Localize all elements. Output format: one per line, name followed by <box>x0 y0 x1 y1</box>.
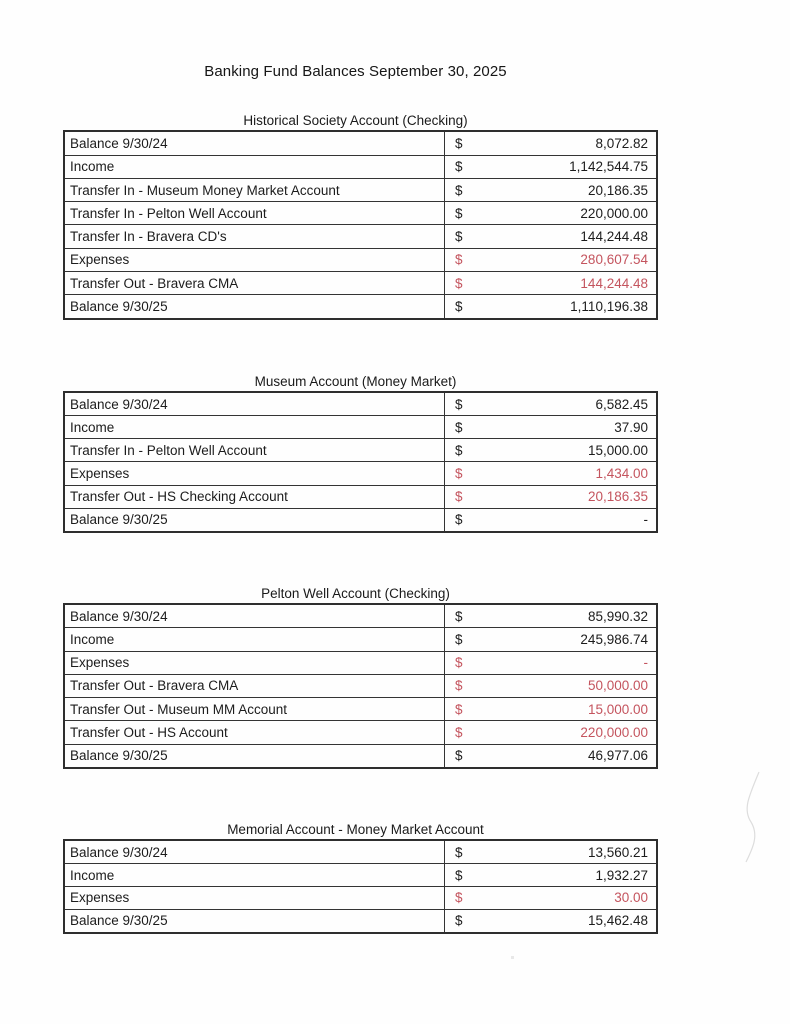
row-value <box>445 272 658 295</box>
currency-symbol: $ <box>455 632 463 648</box>
value-wrap <box>445 420 656 435</box>
amount-value: 30.00 <box>614 890 648 906</box>
value-wrap <box>445 655 656 670</box>
amount-value: - <box>643 512 648 528</box>
value-wrap <box>445 678 656 693</box>
currency-symbol: $ <box>455 890 463 906</box>
amount-value: 37.90 <box>614 419 648 435</box>
currency-symbol: $ <box>455 159 463 175</box>
value-wrap <box>445 136 656 151</box>
row-label: Balance 9/30/25 <box>64 909 445 933</box>
amount-value: 85,990.32 <box>587 608 648 624</box>
value-wrap <box>445 913 656 928</box>
row-value <box>445 744 658 768</box>
row-value <box>445 628 658 651</box>
row-label: Transfer Out - Bravera CMA <box>64 272 445 295</box>
amount-value: 1,434.00 <box>595 466 648 481</box>
row-value <box>445 674 658 697</box>
account-section <box>63 114 648 320</box>
value-wrap <box>445 206 656 221</box>
table-row <box>64 155 657 178</box>
currency-symbol: $ <box>455 205 463 221</box>
amount-value: 220,000.00 <box>580 724 648 740</box>
amount-value: 1,110,196.38 <box>570 299 648 315</box>
value-wrap <box>445 725 656 740</box>
value-wrap <box>445 632 656 647</box>
row-value <box>445 886 658 909</box>
row-value <box>445 155 658 178</box>
table-caption: Historical Society Account (Checking) <box>243 113 468 128</box>
row-value <box>445 840 658 864</box>
amount-value: 6,582.45 <box>595 396 648 412</box>
account-section <box>63 375 648 533</box>
value-wrap <box>445 276 656 291</box>
table-row <box>64 840 657 864</box>
row-label: Income <box>64 155 445 178</box>
row-value <box>445 698 658 721</box>
table-row <box>64 392 657 416</box>
value-wrap <box>445 159 656 174</box>
row-label: Expenses <box>64 462 445 485</box>
row-label: Transfer In - Pelton Well Account <box>64 202 445 225</box>
row-value <box>445 909 658 933</box>
account-table <box>63 391 658 533</box>
row-label: Transfer In - Museum Money Market Account <box>64 178 445 201</box>
row-label: Transfer Out - HS Account <box>64 721 445 744</box>
row-value <box>445 225 658 248</box>
account-table <box>63 839 658 934</box>
amount-value: - <box>643 655 648 671</box>
table-row <box>64 909 657 933</box>
row-label: Expenses <box>64 886 445 909</box>
currency-symbol: $ <box>455 229 463 245</box>
row-label: Balance 9/30/25 <box>64 744 445 768</box>
row-label: Transfer Out - Museum MM Account <box>64 698 445 721</box>
row-label: Balance 9/30/24 <box>64 604 445 628</box>
currency-symbol: $ <box>455 678 463 694</box>
account-table <box>63 603 658 769</box>
currency-symbol: $ <box>455 182 463 198</box>
value-wrap <box>445 299 656 314</box>
table-row <box>64 462 657 485</box>
table-row <box>64 604 657 628</box>
value-wrap <box>445 512 656 527</box>
value-wrap <box>445 183 656 198</box>
amount-value: 1,142,544.75 <box>569 159 648 175</box>
amount-value: 245,986.74 <box>580 632 648 648</box>
row-label: Income <box>64 864 445 887</box>
amount-value: 15,000.00 <box>587 701 648 717</box>
table-row <box>64 202 657 225</box>
currency-symbol: $ <box>455 299 463 315</box>
currency-symbol: $ <box>455 466 463 481</box>
row-value <box>445 202 658 225</box>
document-title: Banking Fund Balances September 30, 2025 <box>204 63 507 80</box>
amount-value: 46,977.06 <box>587 748 648 764</box>
amount-value: 13,560.21 <box>587 844 648 860</box>
row-value <box>445 604 658 628</box>
row-label: Transfer In - Bravera CD's <box>64 225 445 248</box>
table-row <box>64 628 657 651</box>
table-row <box>64 698 657 721</box>
table-row <box>64 508 657 532</box>
table-row <box>64 131 657 155</box>
amount-value: 144,244.48 <box>580 229 648 245</box>
row-value <box>445 462 658 485</box>
amount-value: 20,186.35 <box>587 489 648 505</box>
table-row <box>64 439 657 462</box>
row-label: Transfer In - Pelton Well Account <box>64 439 445 462</box>
table-row <box>64 886 657 909</box>
amount-value: 50,000.00 <box>587 678 648 694</box>
row-value <box>445 416 658 439</box>
row-value <box>445 485 658 508</box>
amount-value: 144,244.48 <box>580 275 648 291</box>
currency-symbol: $ <box>455 135 463 151</box>
table-row <box>64 674 657 697</box>
table-row <box>64 744 657 768</box>
currency-symbol: $ <box>455 442 463 458</box>
account-section <box>63 823 648 934</box>
currency-symbol: $ <box>455 608 463 624</box>
amount-value: 1,932.27 <box>595 867 648 883</box>
table-caption: Memorial Account - Money Market Account <box>227 822 484 837</box>
currency-symbol: $ <box>455 913 463 929</box>
scan-speck-artifact <box>511 956 514 959</box>
row-label: Balance 9/30/25 <box>64 508 445 532</box>
value-wrap <box>445 489 656 504</box>
table-row <box>64 485 657 508</box>
amount-value: 8,072.82 <box>595 135 648 151</box>
value-wrap <box>445 466 656 481</box>
account-table <box>63 130 658 320</box>
table-row <box>64 295 657 319</box>
row-value <box>445 178 658 201</box>
row-value <box>445 295 658 319</box>
currency-symbol: $ <box>455 252 463 268</box>
table-row <box>64 225 657 248</box>
value-wrap <box>445 443 656 458</box>
currency-symbol: $ <box>455 655 463 671</box>
amount-value: 20,186.35 <box>587 182 648 198</box>
row-label: Balance 9/30/24 <box>64 840 445 864</box>
table-row <box>64 651 657 674</box>
currency-symbol: $ <box>455 419 463 435</box>
row-label: Balance 9/30/25 <box>64 295 445 319</box>
table-row <box>64 272 657 295</box>
row-label: Income <box>64 628 445 651</box>
currency-symbol: $ <box>455 489 463 505</box>
currency-symbol: $ <box>455 701 463 717</box>
value-wrap <box>445 868 656 883</box>
amount-value: 15,000.00 <box>587 442 648 458</box>
row-value <box>445 439 658 462</box>
currency-symbol: $ <box>455 512 463 528</box>
table-row <box>64 248 657 271</box>
value-wrap <box>445 397 656 412</box>
account-section <box>63 587 648 769</box>
amount-value: 280,607.54 <box>580 252 648 268</box>
value-wrap <box>445 845 656 860</box>
row-value <box>445 131 658 155</box>
currency-symbol: $ <box>455 396 463 412</box>
row-label: Expenses <box>64 248 445 271</box>
row-label: Transfer Out - HS Checking Account <box>64 485 445 508</box>
row-value <box>445 392 658 416</box>
value-wrap <box>445 609 656 624</box>
table-row <box>64 864 657 887</box>
row-label: Balance 9/30/24 <box>64 392 445 416</box>
row-value <box>445 721 658 744</box>
table-caption: Pelton Well Account (Checking) <box>261 586 450 601</box>
value-wrap <box>445 702 656 717</box>
currency-symbol: $ <box>455 748 463 764</box>
value-wrap <box>445 748 656 763</box>
table-caption: Museum Account (Money Market) <box>254 374 457 389</box>
value-wrap <box>445 252 656 267</box>
row-value <box>445 508 658 532</box>
row-label: Expenses <box>64 651 445 674</box>
amount-value: 220,000.00 <box>580 205 648 221</box>
value-wrap <box>445 890 656 905</box>
row-value <box>445 864 658 887</box>
row-label: Balance 9/30/24 <box>64 131 445 155</box>
currency-symbol: $ <box>455 867 463 883</box>
currency-symbol: $ <box>455 844 463 860</box>
currency-symbol: $ <box>455 275 463 291</box>
table-row <box>64 416 657 439</box>
table-row <box>64 178 657 201</box>
amount-value: 15,462.48 <box>587 913 648 929</box>
row-value <box>445 248 658 271</box>
row-label: Income <box>64 416 445 439</box>
value-wrap <box>445 229 656 244</box>
currency-symbol: $ <box>455 724 463 740</box>
row-label: Transfer Out - Bravera CMA <box>64 674 445 697</box>
table-row <box>64 721 657 744</box>
row-value <box>445 651 658 674</box>
